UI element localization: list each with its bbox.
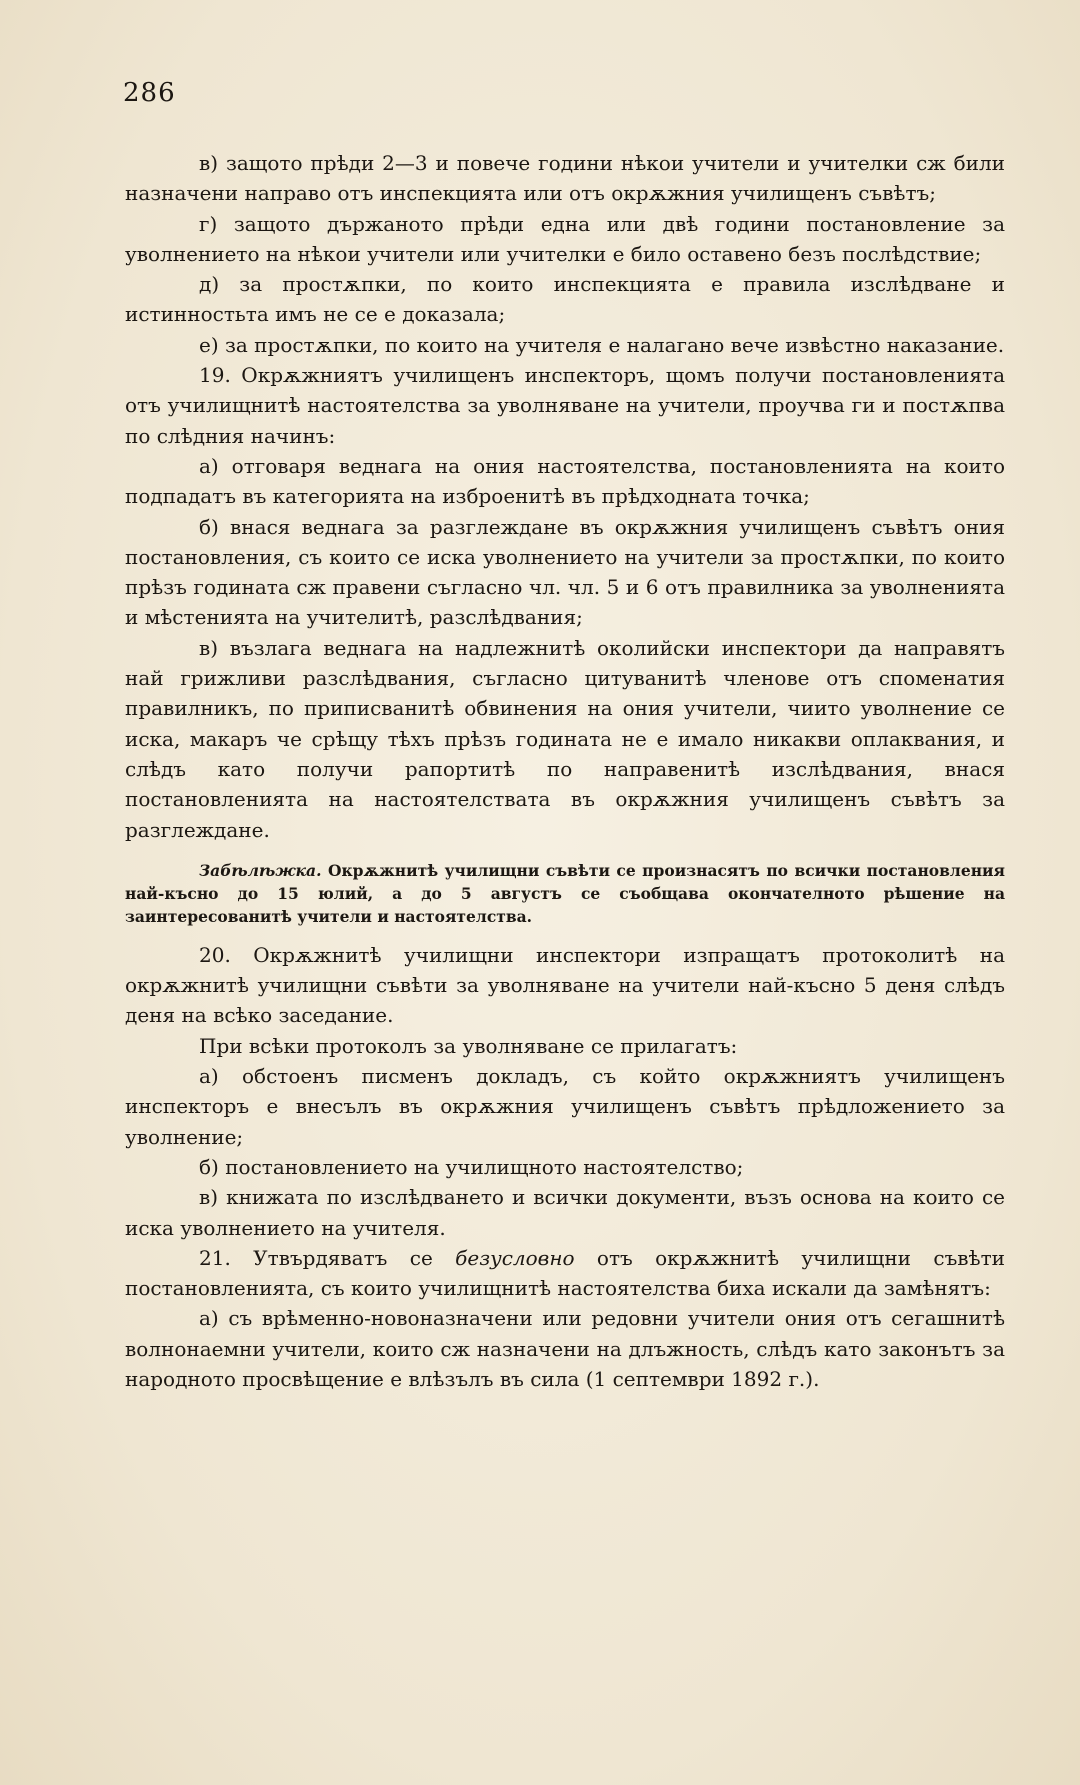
point-21-start: 21. Утвърдяватъ се [199, 1245, 456, 1270]
paragraph-point-19: 19. Окрѫжниятъ училищенъ инспекторъ, щомъ получи постановленията отъ училищнитѣ настоятелства за уволняване на учители, проучва ги и постѫпва по слѣдния начинъ: [125, 363, 1005, 448]
point-21-end: отъ окрѫжнитѣ училищни съвѣти постановленията, съ които училищнитѣ настоятелства биха искали да замѣнятъ: [125, 1245, 1006, 1301]
paragraph-19-b: б) внася веднага за разглеждане въ окрѫжния училищенъ съвѣтъ ония постановления, съ които се иска уволнението на учители за простѫпки, по които прѣзъ годината сж правени съгласно чл. чл. 5 и 6 отъ правилника за уволненията и мѣстенията на учителитѣ, разслѣдвания; [125, 514, 1005, 630]
paragraph-20-b: б) постановлението на училищното настоятелство; [199, 1154, 744, 1179]
paragraph-20-a: а) обстоенъ писменъ докладъ, съ който окрѫжниятъ училищенъ инспекторъ е внесълъ въ окрѫжния училищенъ съвѣтъ прѣдложението за уволнение; [125, 1064, 1005, 1149]
page-body [125, 148, 1005, 1394]
page-number: 286 [123, 78, 176, 108]
paragraph-d-unproven: д) за простѫпки, по които инспекцията е правила изслѣдване и истинностьта имъ не се е доказала; [125, 272, 1005, 327]
paragraph-19-v: в) възлага веднага на надлежнитѣ околийски инспектори да направятъ най грижливи разслѣдвания, съгласно цитуванитѣ членове отъ споменатия правилникъ, по приписванитѣ обвинения на ония учители, чиито уволнение се иска, макаръ че срѣщу тѣхъ прѣзъ годината не е имало никакви оплаквания, и слѣдъ като получи рапортитѣ по направенитѣ изслѣдвания, внася постановленията на настоятелствата въ окрѫжния училищенъ съвѣтъ за разглеждане. [125, 635, 1005, 842]
paragraph-protocol-attachments: При всѣки протоколъ за уволняване се прилагатъ: [199, 1033, 738, 1058]
paragraph-20-v: в) книжата по изслѣдването и всички документи, възъ основа на които се иска уволнението на учителя. [125, 1185, 1005, 1240]
paragraph-19-a: а) отговаря веднага на ония настоятелства, постановленията на които подпадатъ въ категорията на изброенитѣ въ прѣдходната точка; [125, 453, 1005, 509]
note-label: Забѣлѣжка. [199, 860, 322, 880]
note-text: Окрѫжнитѣ училищни съвѣти се произнасятъ по всички постановления най-късно до 15 юлий, а до 5 августъ се съобщава окончателното рѣшение на заинтересованитѣ учители и настоятелства. [125, 860, 1005, 926]
paragraph-v-appointed: в) защото прѣди 2—3 и повече години нѣкои учители и учителки сж били назначени направо отъ инспекцията или отъ окрѫжния училищенъ съвѣтъ; [125, 151, 1005, 206]
paragraph-point-21 [125, 1243, 1005, 1304]
paragraph-point-20: 20. Окрѫжнитѣ училищни инспектори изпращатъ протоколитѣ на окрѫжнитѣ училищни съвѣти за уволняване на учители най-късно 5 деня слѣдъ деня на всѣко заседание. [125, 942, 1005, 1028]
point-21-emphasis: безусловно [455, 1245, 575, 1270]
paragraph-g-unheeded: г) защото държаното прѣди една или двѣ години постановление за уволнението на нѣкои учители или учителки е било оставено безъ послѣдствие; [125, 211, 1005, 266]
paragraph-e-punished: е) за простѫпки, по които на учителя е налагано вече извѣстно наказание. [199, 332, 1005, 357]
paragraph-21-a: а) съ врѣменно-новоназначени или редовни учители ония отъ сегашнитѣ волнонаемни учители, които сж назначени на длъжность, слѣдъ като законътъ за народното просвѣщение е влѣзълъ въ сила (1 септември 1892 г.). [125, 1306, 1005, 1391]
note [125, 859, 1005, 928]
